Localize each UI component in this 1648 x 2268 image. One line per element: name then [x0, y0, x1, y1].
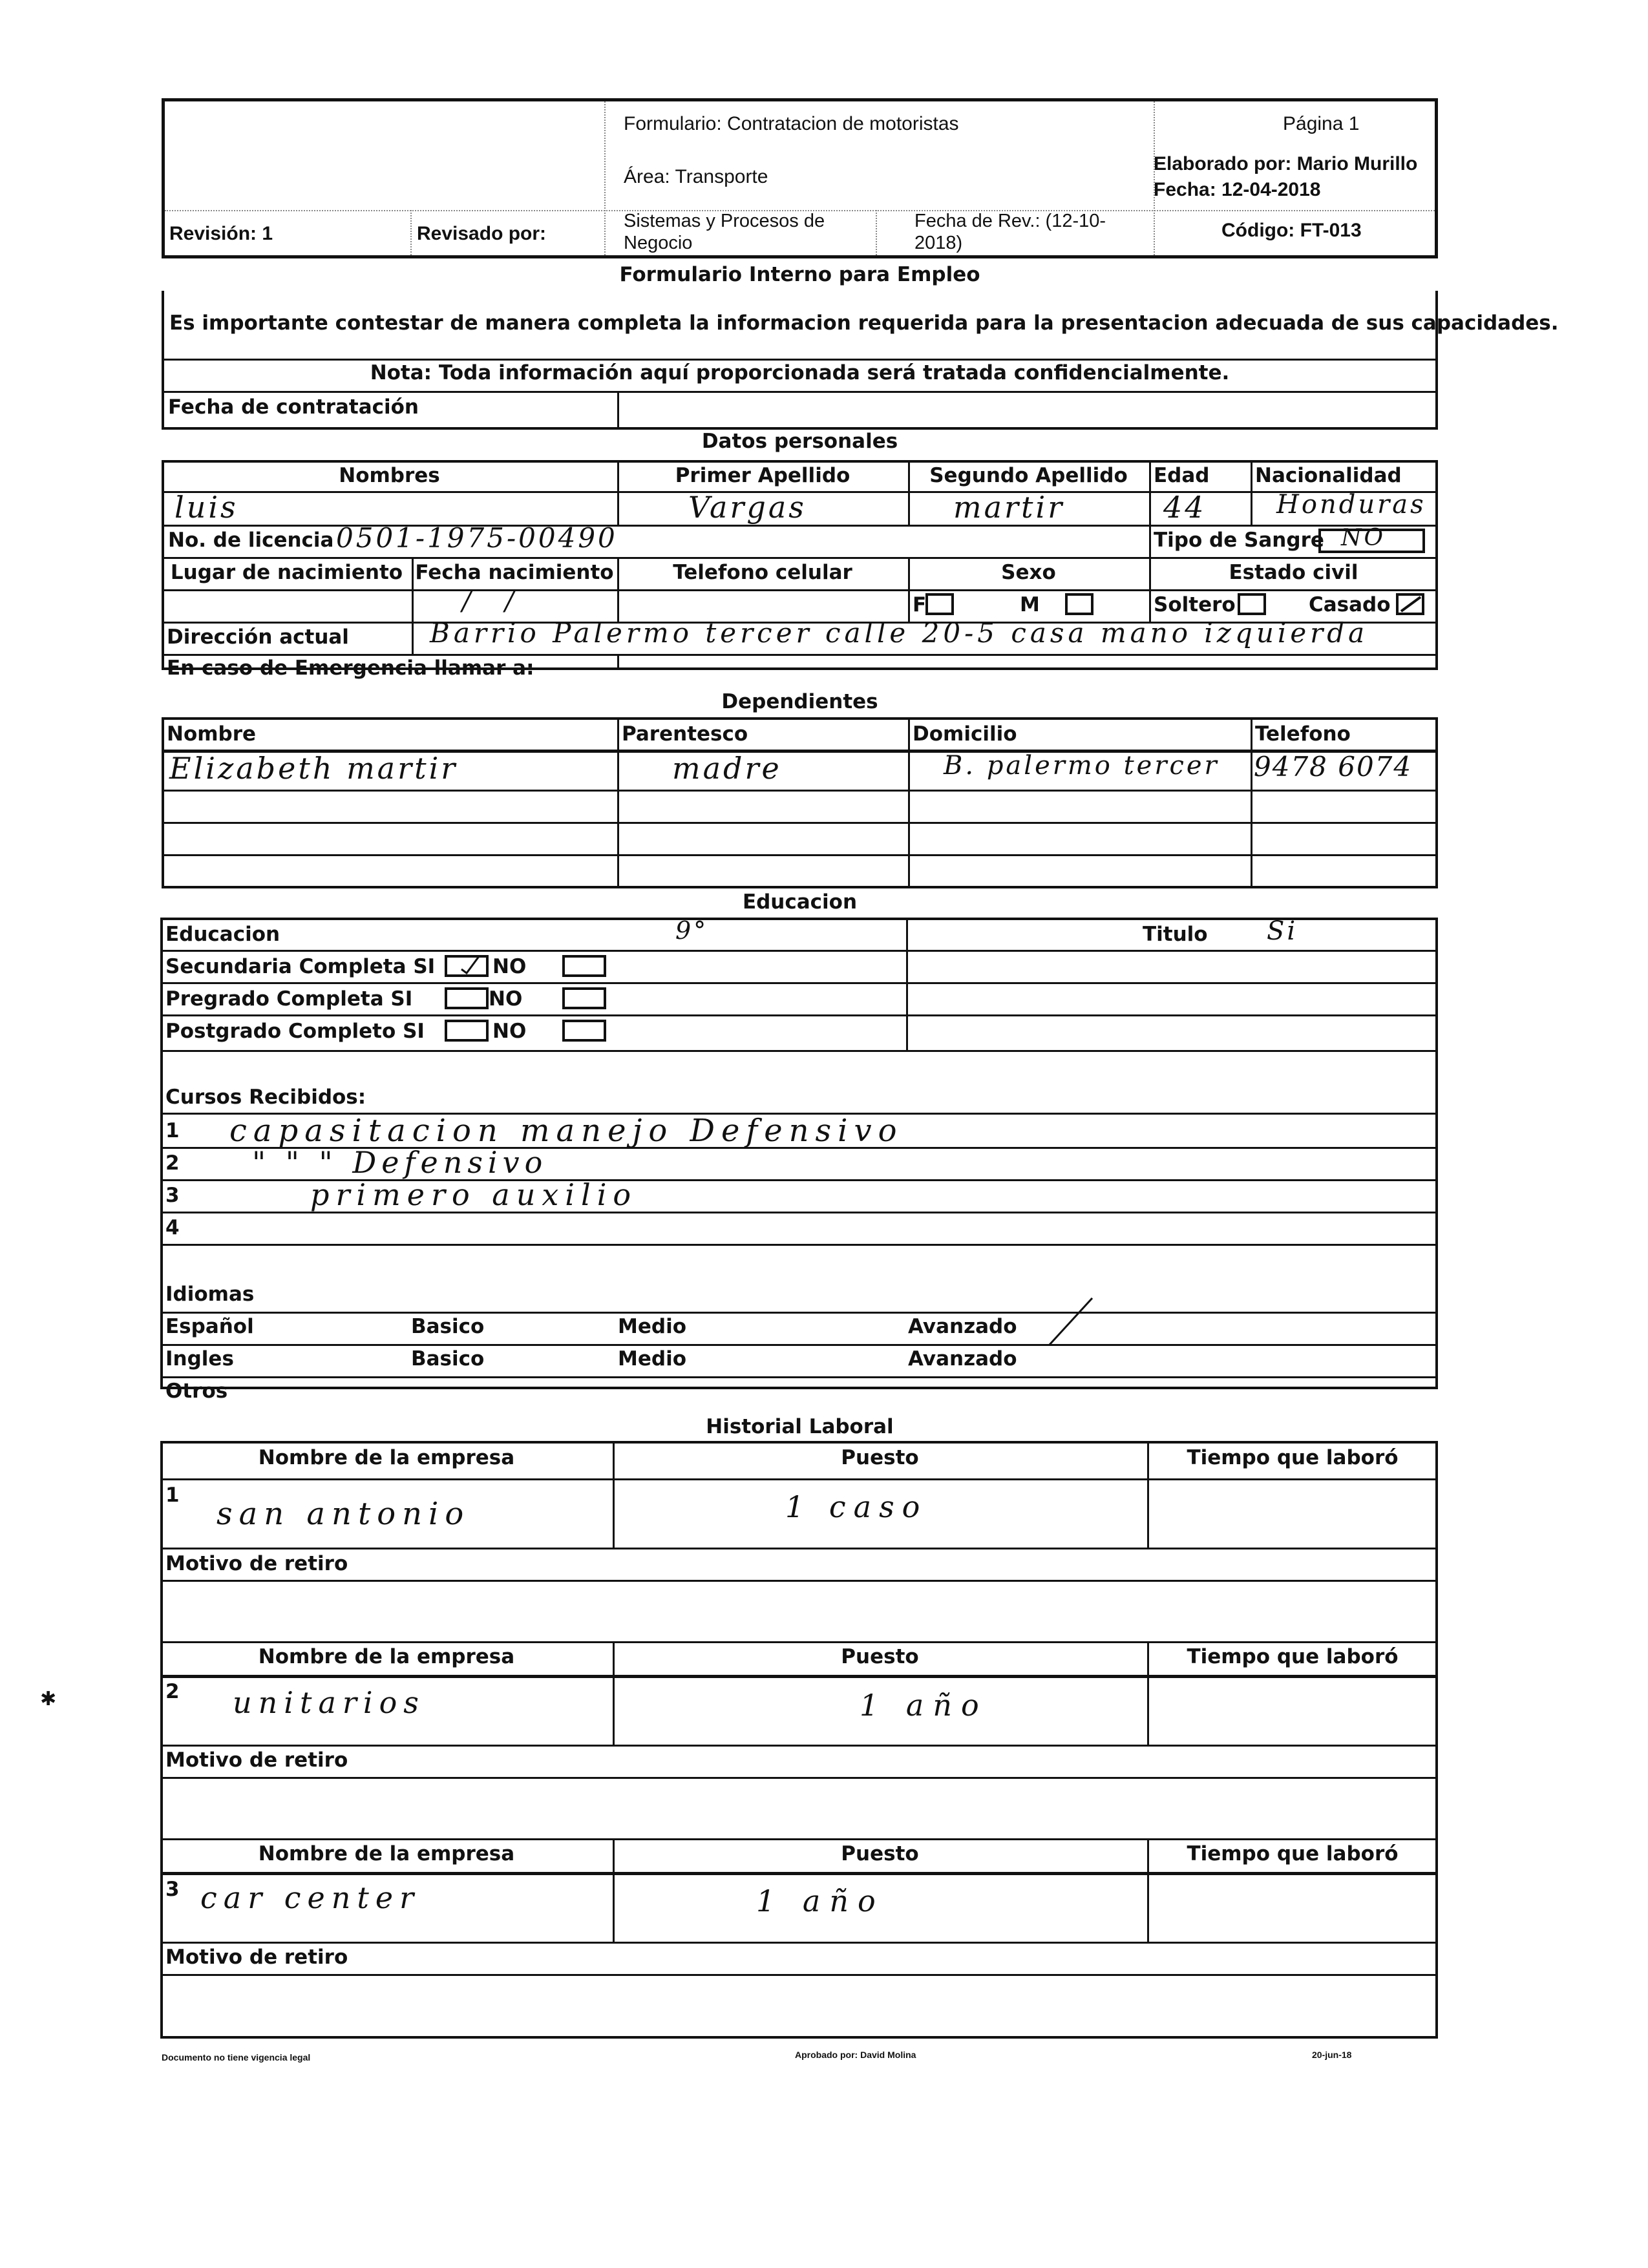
lang-ingles-medio: Medio	[618, 1347, 686, 1370]
job3-col-tiempo: Tiempo que laboró	[1187, 1842, 1399, 1865]
dep-value-parentesco[interactable]: madre	[672, 751, 782, 786]
blood-type-label: Tipo de Sangre	[1154, 529, 1324, 552]
form-title: Formulario: Contratacion de motoristas	[624, 113, 959, 134]
job2-col-puesto: Puesto	[841, 1645, 919, 1668]
lang-ingles-basico: Basico	[411, 1347, 485, 1370]
pregrado-label: Pregrado Completa SI	[165, 987, 413, 1011]
job3-number: 3	[165, 1878, 180, 1901]
footer-date: 20-jun-18	[1312, 2050, 1352, 2060]
postgrado-no-checkbox[interactable]	[562, 1020, 606, 1042]
job3-col-empresa: Nombre de la empresa	[258, 1842, 515, 1865]
sexo-f-label: F	[913, 593, 927, 616]
revisado-por: Revisado por:	[417, 223, 547, 244]
col-fecha-nacimiento: Fecha nacimiento	[415, 561, 614, 584]
revision: Revisión: 1	[169, 223, 273, 244]
course-1-number: 1	[165, 1119, 180, 1142]
col-estado-civil: Estado civil	[1229, 561, 1358, 584]
elaborado-por: Elaborado por: Mario Murillo	[1154, 153, 1418, 174]
course-3-value[interactable]: primero auxilio	[310, 1177, 638, 1212]
emergency-label: En caso de Emergencia llamar a:	[167, 656, 534, 680]
dep-col-telefono: Telefono	[1255, 722, 1351, 746]
job3-empresa[interactable]: car center	[200, 1880, 421, 1915]
postgrado-si-checkbox[interactable]	[445, 1020, 489, 1042]
dep-col-parentesco: Parentesco	[622, 722, 748, 746]
confidential-note: Nota: Toda información aquí proporcionada será tratada confidencialmente.	[370, 361, 1230, 384]
postgrado-no-label: NO	[492, 1020, 527, 1043]
courses-label: Cursos Recibidos:	[165, 1086, 366, 1109]
course-2-number: 2	[165, 1151, 180, 1175]
course-3-number: 3	[165, 1184, 180, 1207]
sexo-f-checkbox[interactable]	[925, 593, 954, 615]
value-segundo-apellido[interactable]: martir	[953, 490, 1065, 525]
lang-espanol: Español	[165, 1315, 254, 1338]
education-label: Educacion	[165, 923, 280, 946]
title-value[interactable]: Si	[1267, 916, 1298, 946]
job1-empresa[interactable]: san antonio	[217, 1496, 470, 1532]
employment-section-title: Historial Laboral	[706, 1415, 894, 1438]
pregrado-si-checkbox[interactable]	[445, 987, 489, 1009]
job1-col-empresa: Nombre de la empresa	[258, 1446, 515, 1469]
job3-col-puesto: Puesto	[841, 1842, 919, 1865]
job2-empresa[interactable]: unitarios	[233, 1685, 425, 1720]
pregrado-no-checkbox[interactable]	[562, 987, 606, 1009]
value-nacionalidad[interactable]: Honduras	[1276, 490, 1426, 520]
job1-col-puesto: Puesto	[841, 1446, 919, 1469]
fecha-revision: Fecha de Rev.: (12-10-2018)	[914, 211, 1106, 253]
job2-number: 2	[165, 1680, 180, 1703]
address-value[interactable]: Barrio Palermo tercer calle 20-5 casa mano izquierda	[430, 617, 1369, 649]
footer-approved-by: Aprobado por: David Molina	[795, 2050, 916, 2060]
col-nombres: Nombres	[339, 464, 440, 487]
sexo-m-checkbox[interactable]	[1065, 593, 1093, 615]
lang-otros: Otros	[165, 1380, 228, 1403]
value-fecha-nacimiento[interactable]: / /	[462, 587, 527, 616]
check-mark-icon	[447, 958, 486, 974]
lang-ingles: Ingles	[165, 1347, 234, 1370]
pregrado-no-label: NO	[489, 987, 523, 1011]
sistemas-procesos: Sistemas y Procesos de Negocio	[624, 211, 825, 253]
job1-motivo-label: Motivo de retiro	[165, 1552, 348, 1575]
secundaria-label: Secundaria Completa SI	[165, 955, 436, 978]
lang-ingles-avanzado: Avanzado	[908, 1347, 1017, 1370]
dependents-section-title: Dependientes	[721, 690, 878, 713]
dep-value-telefono[interactable]: 9478 6074	[1254, 751, 1413, 782]
header-date: Fecha: 12-04-2018	[1154, 179, 1321, 200]
address-label: Dirección actual	[167, 625, 349, 649]
education-value[interactable]: 9°	[675, 916, 709, 945]
license-label: No. de licencia	[168, 529, 334, 552]
hire-date-label: Fecha de contratación	[168, 395, 419, 419]
license-value[interactable]: 0501-1975-00490	[336, 522, 618, 554]
soltero-checkbox[interactable]	[1238, 593, 1266, 615]
job2-col-tiempo: Tiempo que laboró	[1187, 1645, 1399, 1668]
value-edad[interactable]: 44	[1163, 490, 1207, 525]
instruction-text: Es importante contestar de manera completa la informacion requerida para la presentacion adecuada de sus capacidades.	[169, 311, 1559, 335]
lang-espanol-basico: Basico	[411, 1315, 485, 1338]
job1-number: 1	[165, 1484, 180, 1507]
personal-section-title: Datos personales	[701, 430, 898, 453]
job3-motivo-label: Motivo de retiro	[165, 1946, 348, 1969]
job3-puesto[interactable]: 1 año	[756, 1884, 885, 1918]
secundaria-no-checkbox[interactable]	[562, 955, 606, 977]
value-nombres[interactable]: luis	[174, 490, 238, 525]
course-4-number: 4	[165, 1216, 180, 1239]
col-nacionalidad: Nacionalidad	[1255, 464, 1402, 487]
blood-type-value: NO	[1341, 525, 1386, 551]
check-mark-icon	[1399, 596, 1422, 613]
lang-espanol-medio: Medio	[618, 1315, 686, 1338]
col-sexo: Sexo	[1001, 561, 1056, 584]
codigo: Código: FT-013	[1221, 220, 1362, 241]
soltero-label: Soltero	[1154, 593, 1236, 616]
job2-col-empresa: Nombre de la empresa	[258, 1645, 515, 1668]
check-mark-icon	[1047, 1296, 1099, 1347]
col-telefono-celular: Telefono celular	[673, 561, 852, 584]
education-section-title: Educacion	[742, 890, 858, 914]
dep-value-domicilio[interactable]: B. palermo tercer	[944, 751, 1220, 781]
languages-label: Idiomas	[165, 1283, 255, 1306]
postgrado-label: Postgrado Completo SI	[165, 1020, 425, 1043]
page-number: Página 1	[1283, 113, 1360, 134]
secundaria-no-label: NO	[492, 955, 527, 978]
lang-espanol-avanzado: Avanzado	[908, 1315, 1017, 1338]
value-primer-apellido[interactable]: Vargas	[688, 490, 807, 525]
area-label: Área: Transporte	[624, 166, 768, 187]
job1-puesto[interactable]: 1 caso	[785, 1489, 928, 1524]
casado-checkbox[interactable]	[1396, 593, 1424, 615]
dependents-table	[162, 717, 1438, 888]
col-primer-apellido: Primer Apellido	[675, 464, 850, 487]
footer-legal-note: Documento no tiene vigencia legal	[162, 2052, 311, 2063]
job2-puesto[interactable]: 1 año	[860, 1688, 988, 1723]
col-edad: Edad	[1154, 464, 1210, 487]
job2-motivo-label: Motivo de retiro	[165, 1748, 348, 1772]
secundaria-si-checkbox[interactable]	[445, 955, 489, 977]
dep-col-nombre: Nombre	[167, 722, 257, 746]
col-lugar-nacimiento: Lugar de nacimiento	[170, 561, 403, 584]
dep-value-nombre[interactable]: Elizabeth martir	[169, 751, 458, 786]
casado-label: Casado	[1309, 593, 1391, 616]
job1-col-tiempo: Tiempo que laboró	[1187, 1446, 1399, 1469]
title-label: Titulo	[1143, 923, 1208, 946]
dep-col-domicilio: Domicilio	[913, 722, 1017, 746]
course-1-value[interactable]: capasitacion manejo Defensivo	[229, 1113, 903, 1149]
scan-speck: ✱	[40, 1688, 57, 1710]
form-subtitle: Formulario Interno para Empleo	[619, 263, 980, 286]
col-segundo-apellido: Segundo Apellido	[929, 464, 1128, 487]
sexo-m-label: M	[1020, 593, 1040, 616]
course-2-value[interactable]: " " " Defensivo	[252, 1145, 548, 1180]
